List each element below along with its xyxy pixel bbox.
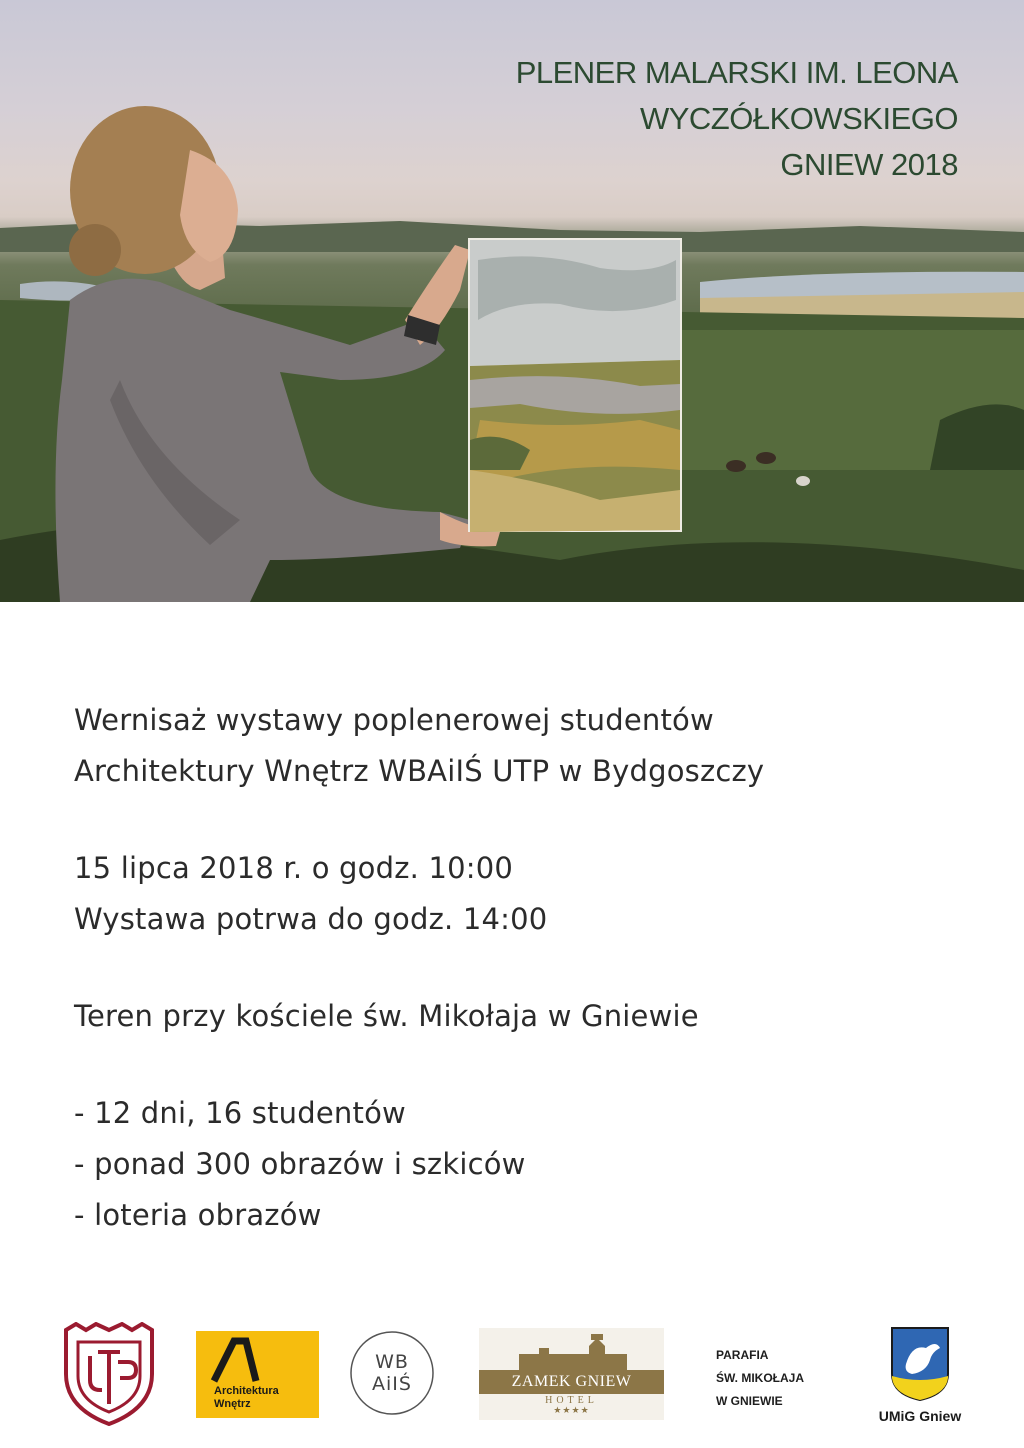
highlight-item: - ponad 300 obrazów i szkiców	[74, 1147, 526, 1181]
painting	[468, 238, 682, 532]
gniew-coat-of-arms-icon	[890, 1326, 950, 1402]
umig-gniew-logo	[870, 1326, 970, 1426]
utp-logo	[62, 1322, 156, 1426]
zamek-hotel: HOTEL	[545, 1395, 598, 1406]
architektura-wnetrz-logo	[196, 1331, 319, 1418]
header-photo	[0, 0, 1024, 602]
sponsor-logos	[0, 1310, 1024, 1430]
zamek-stars: ★★★★	[553, 1406, 590, 1416]
poster-content	[74, 695, 954, 1241]
parafia-logo: PARAFIA ŚW. MIKOŁAJA W GNIEWIE	[716, 1348, 805, 1408]
highlight-item: - 12 dni, 16 studentów	[74, 1096, 406, 1130]
poster-title	[516, 50, 958, 188]
intro-line-2: Architektury Wnętrz WBAiIŚ UTP w Bydgoszczy	[74, 754, 765, 788]
title-line-2: WYCZÓŁKOWSKIEGO	[639, 101, 958, 136]
location-line: Teren przy kościele św. Mikołaja w Gniewie	[74, 999, 699, 1033]
horse-1	[726, 460, 746, 472]
title-line-3: GNIEW 2018	[780, 147, 958, 182]
date-line: 15 lipca 2018 r. o godz. 10:00	[74, 851, 514, 885]
highlight-item: - loteria obrazów	[74, 1198, 322, 1232]
wb-mark-bottom: AiIŚ	[372, 1373, 412, 1395]
hair-bun	[69, 224, 121, 276]
zamek-gniew-logo	[479, 1328, 664, 1420]
horse-3	[796, 476, 810, 486]
horse-2	[756, 452, 776, 464]
title-line-1: PLENER MALARSKI IM. LEONA	[515, 55, 958, 90]
arch-label: Architektura Wnętrz	[214, 1385, 279, 1410]
zamek-name: ZAMEK GNIEW	[479, 1370, 664, 1394]
intro-line-1: Wernisaż wystawy poplenerowej studentów	[74, 703, 714, 737]
woman-figure	[55, 106, 500, 602]
duration-line: Wystawa potrwa do godz. 14:00	[74, 902, 548, 936]
umig-caption: UMiG Gniew	[878, 1408, 962, 1424]
wbaiis-logo	[348, 1329, 436, 1417]
wb-mark-top: WB	[375, 1351, 409, 1373]
